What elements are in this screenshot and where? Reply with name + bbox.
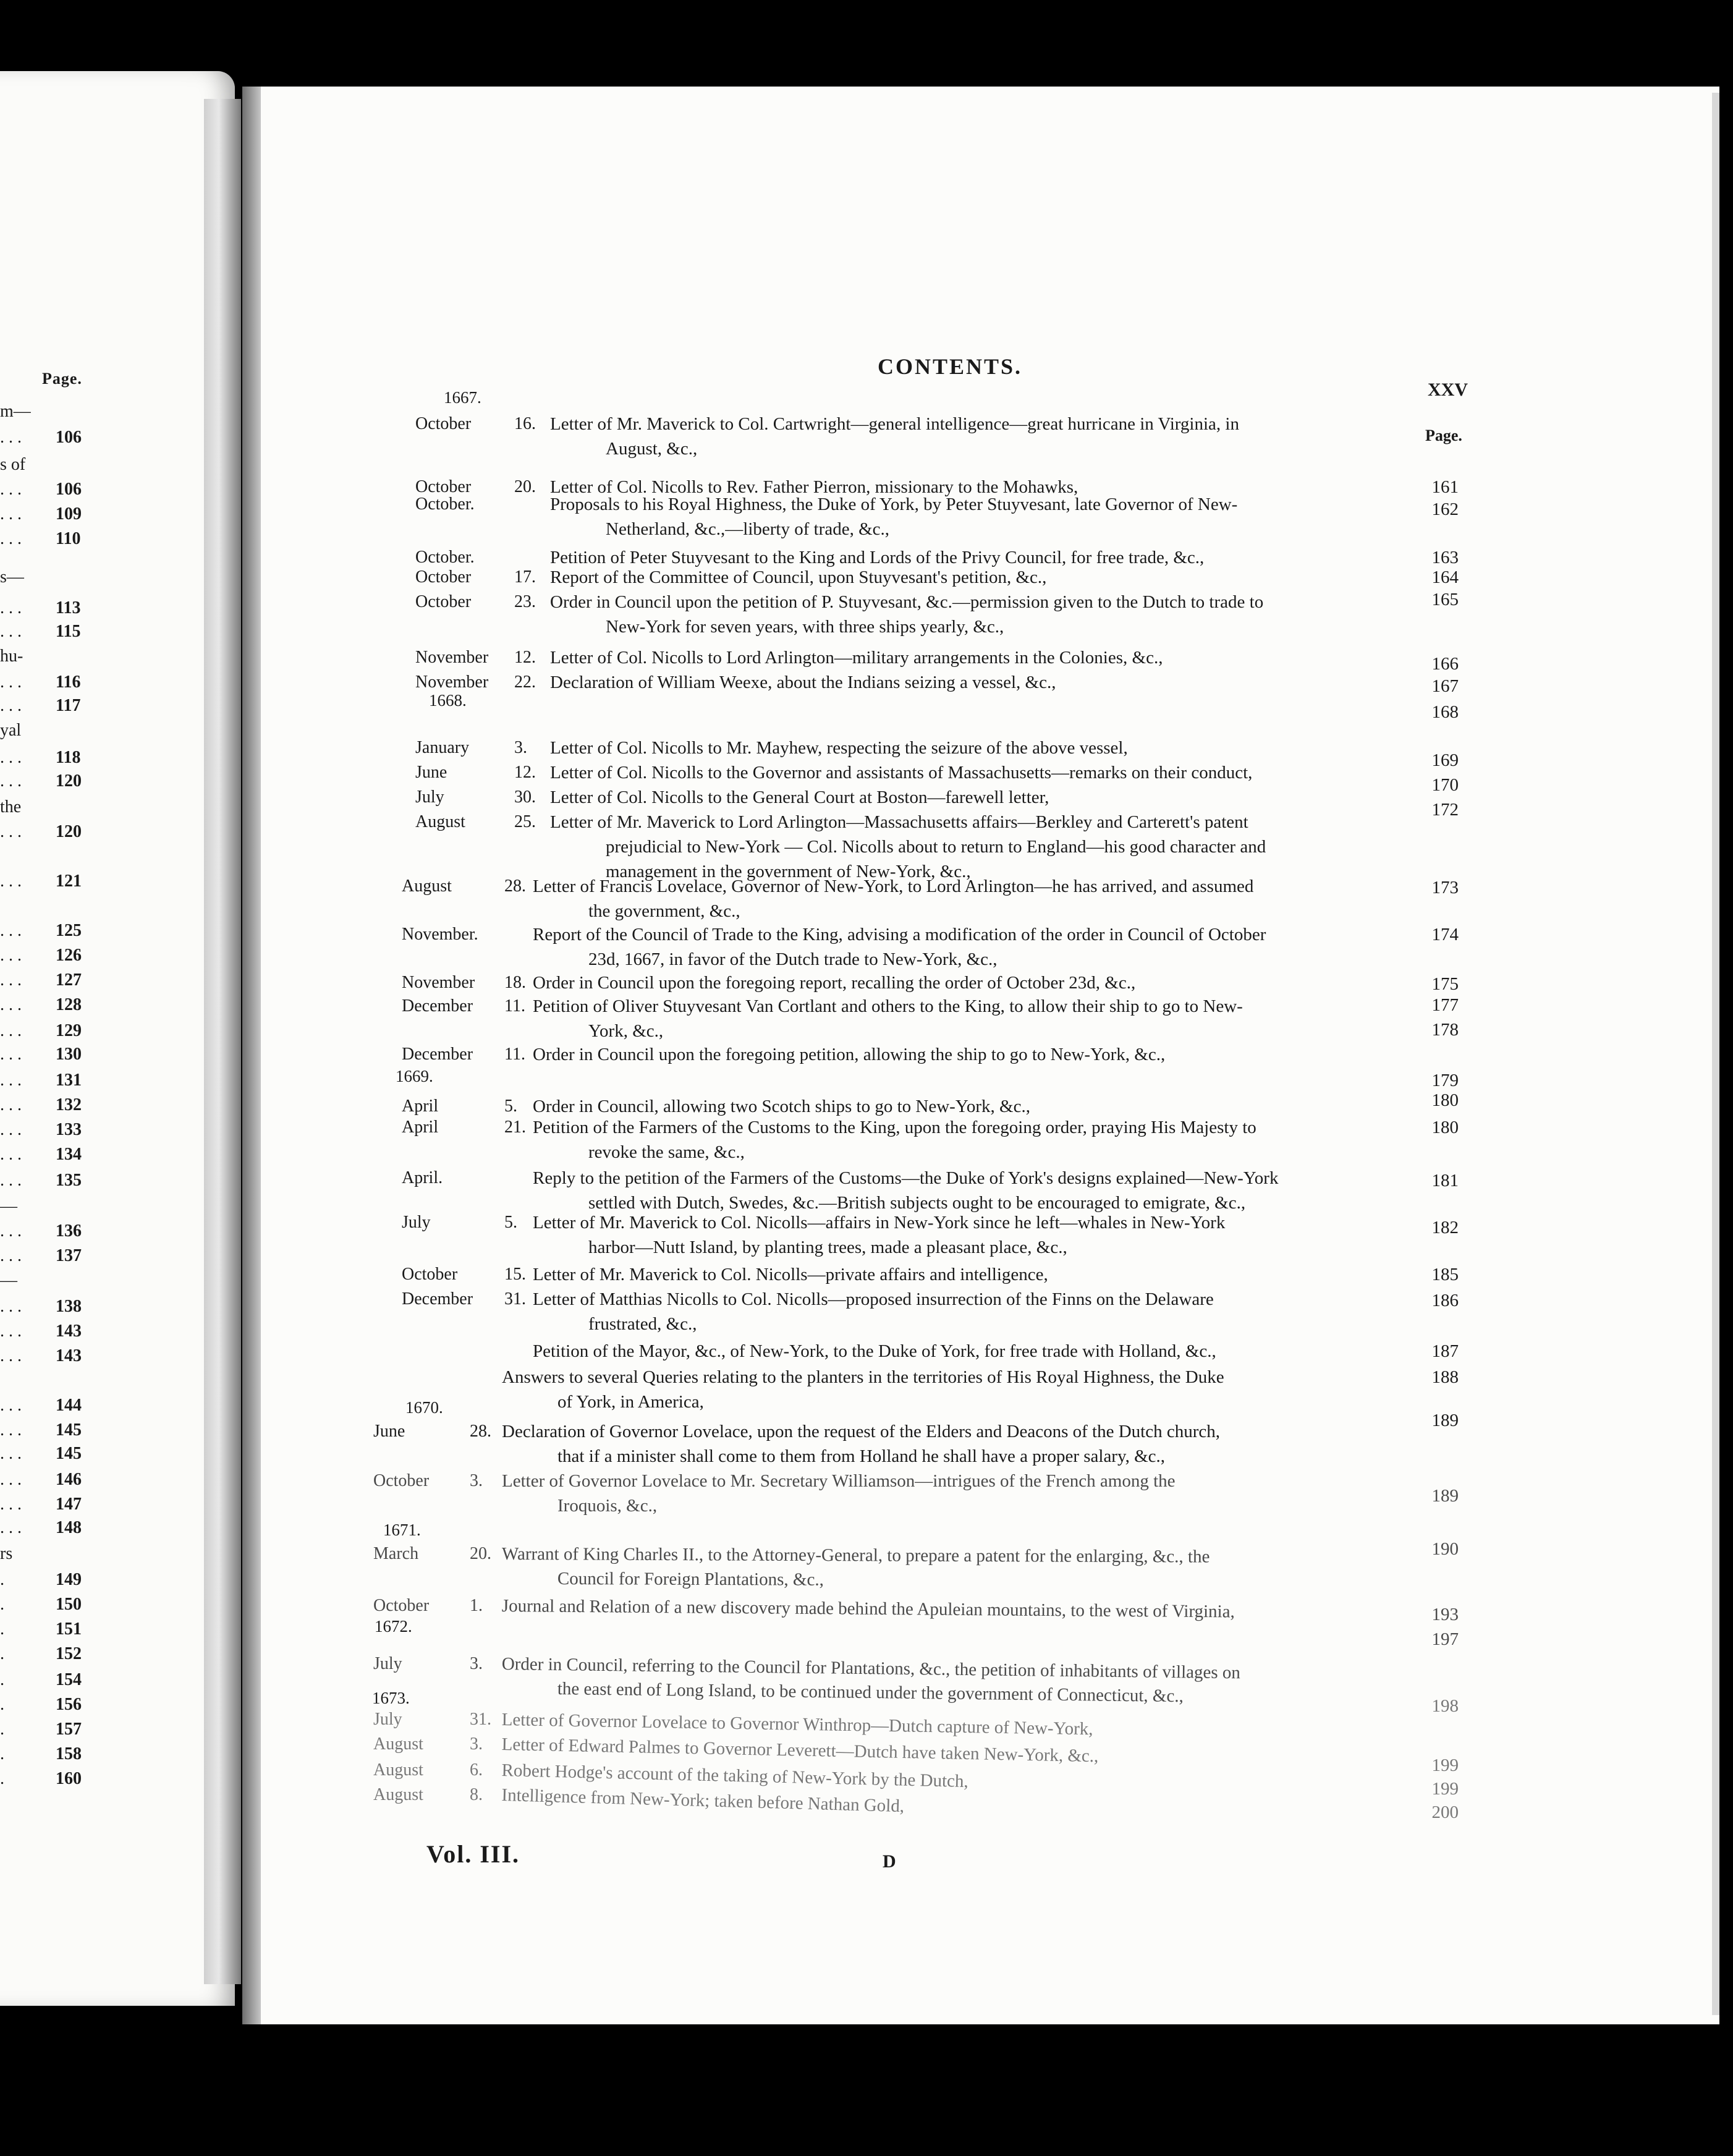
entry-page-number: 185	[1431, 1265, 1459, 1284]
entry-text-line: Robert Hodge's account of the taking of New-York by the Dutch,	[501, 1760, 969, 1792]
entry-page-number: 161	[1431, 477, 1459, 497]
entry-page-number: 190	[1431, 1539, 1459, 1559]
left-row-text: s—	[0, 567, 24, 587]
entry-page-number: 197	[1431, 1629, 1459, 1649]
entry-page-number: 181	[1431, 1171, 1459, 1190]
left-row-text: . . .	[0, 480, 22, 499]
entry-page-number: 164	[1431, 567, 1459, 587]
entry-day: 21.	[504, 1118, 526, 1137]
left-row-page-number: 138	[56, 1297, 82, 1316]
entry-date: October	[373, 1471, 430, 1490]
left-row-page-number: 106	[56, 480, 82, 499]
entry-day: 31.	[504, 1289, 526, 1309]
entry-text-line: Report of the Committee of Council, upon Stuyvesant's petition, &c.,	[550, 567, 1047, 587]
entry-text-line: August, &c.,	[606, 439, 698, 459]
entry-page-number: 173	[1431, 878, 1459, 898]
page-edge	[1712, 93, 1719, 2015]
entry-page-number: 162	[1431, 499, 1459, 519]
left-row-page-number: 131	[56, 1071, 82, 1090]
entry-text-line: Intelligence from New-York; taken before Nathan Gold,	[501, 1785, 905, 1817]
left-row-text: . . .	[0, 970, 22, 990]
left-row-page-number: 128	[56, 995, 82, 1014]
entry-page-number: 175	[1431, 974, 1459, 994]
entry-text-line: Iroquois, &c.,	[557, 1496, 658, 1516]
entry-day: 6.	[470, 1760, 483, 1780]
entry-text-line: the government, &c.,	[588, 901, 740, 921]
left-row-text: . . .	[0, 1495, 22, 1514]
left-row-text: .	[0, 1720, 4, 1739]
entry-page-number: 180	[1431, 1118, 1459, 1137]
entry-page-number: 167	[1431, 676, 1459, 696]
entry-day: 31.	[470, 1710, 491, 1729]
left-row-page-number: 117	[56, 696, 81, 715]
entry-date: August	[373, 1734, 423, 1754]
left-row-text: . . .	[0, 1396, 22, 1415]
left-row-page-number: 150	[56, 1595, 82, 1614]
left-row-text: .	[0, 1695, 4, 1714]
entry-text-line: Letter of Mr. Maverick to Col. Nicolls—private affairs and intelligence,	[533, 1265, 1048, 1284]
entry-text-line: frustrated, &c.,	[588, 1314, 697, 1334]
left-row-text: yal	[0, 721, 22, 740]
entry-text-line: management in the government of New-York, &c.,	[606, 862, 971, 881]
entry-date: December	[402, 1289, 473, 1309]
entry-date: June	[415, 763, 447, 782]
entry-date: March	[373, 1544, 419, 1563]
entry-date: October	[415, 477, 472, 496]
entry-text-line: prejudicial to New-York — Col. Nicolls about to return to England—his good character and	[606, 837, 1266, 857]
left-row-page-number: 143	[56, 1346, 82, 1365]
left-row-text: . . .	[0, 1145, 22, 1164]
entry-text-line: Petition of Oliver Stuyvesant Van Cortlant and others to the King, to allow their ship to go to New-	[533, 996, 1243, 1016]
entry-page-number: 193	[1431, 1605, 1459, 1624]
entry-page-number: 189	[1431, 1411, 1459, 1430]
left-row-text: the	[0, 797, 22, 817]
entry-text-line: Report of the Council of Trade to the King, advising a modification of the order in Council of October	[533, 925, 1266, 944]
entry-date: November.	[402, 925, 478, 944]
entry-date: October.	[415, 548, 475, 567]
entry-text-line: Letter of Mr. Maverick to Lord Arlington—Massachusetts affairs—Berkley and Carterett's patent	[550, 812, 1248, 832]
entry-text-line: York, &c.,	[588, 1021, 664, 1041]
entry-date: June	[373, 1422, 405, 1441]
entry-text-line: Declaration of William Weexe, about the Indians seizing a vessel, &c.,	[550, 673, 1056, 692]
entry-day: 11.	[504, 1045, 525, 1064]
entry-date: August	[373, 1785, 423, 1804]
entry-date: July	[402, 1213, 431, 1232]
left-row-page-number: 133	[56, 1120, 82, 1139]
left-row-page-number: 151	[56, 1619, 82, 1639]
entry-text-line: 23d, 1667, in favor of the Dutch trade to New-York, &c.,	[588, 949, 998, 969]
left-row-text: . . .	[0, 598, 22, 618]
entry-day: 17.	[514, 567, 536, 587]
entry-text-line: Letter of Mr. Maverick to Col. Nicolls—affairs in New-York since he left—whales in New-York	[533, 1213, 1226, 1233]
left-row-text: . . .	[0, 1322, 22, 1341]
left-row-text: .	[0, 1595, 4, 1614]
entry-day: 20.	[514, 477, 536, 496]
left-row-page-number: 158	[56, 1744, 82, 1763]
entry-day: 5.	[504, 1097, 517, 1116]
entry-day: 11.	[504, 996, 525, 1016]
left-row-page-number: 148	[56, 1518, 82, 1537]
entry-text-line: Letter of Francis Lovelace, Governor of New-York, to Lord Arlington—he has arrived, and assumed	[533, 876, 1254, 896]
entry-text-line: revoke the same, &c.,	[588, 1142, 745, 1162]
entry-day: 22.	[514, 673, 536, 692]
entry-page-number: 168	[1431, 702, 1459, 722]
left-row-text: . . .	[0, 822, 22, 841]
entry-date: January	[415, 738, 470, 757]
left-row-text: . . .	[0, 622, 22, 641]
entry-text-line: Council for Foreign Plantations, &c.,	[557, 1569, 824, 1590]
left-page-gutter	[204, 99, 241, 1984]
left-row-text: . . .	[0, 1021, 22, 1040]
left-row-page-number: 125	[56, 921, 82, 940]
page-column-heading: Page.	[1425, 427, 1462, 444]
entry-date: October	[415, 567, 472, 587]
entry-day: 15.	[504, 1265, 526, 1284]
left-row-text: . . .	[0, 696, 22, 715]
left-row-page-number: 129	[56, 1021, 82, 1040]
left-row-page-number: 121	[56, 872, 82, 891]
left-row-text: —	[0, 1271, 17, 1290]
entry-text-line: Warrant of King Charles II., to the Attorney-General, to prepare a patent for the enlarging, &c., the	[501, 1544, 1210, 1567]
year-heading: 1669.	[396, 1067, 433, 1085]
left-row-text: .	[0, 1769, 4, 1788]
entry-page-number: 187	[1431, 1341, 1459, 1361]
left-row-page-number: 137	[56, 1246, 82, 1265]
entry-page-number: 179	[1431, 1071, 1459, 1090]
left-row-page-number: 127	[56, 970, 82, 990]
entry-day: 16.	[514, 414, 536, 433]
page-number: XXV	[1428, 380, 1468, 400]
entry-day: 3.	[514, 738, 527, 757]
signature-mark: D	[883, 1851, 896, 1872]
entry-page-number: 188	[1431, 1367, 1459, 1387]
left-row-text: .	[0, 1619, 4, 1639]
entry-date: April	[402, 1097, 439, 1116]
left-row-text: .	[0, 1644, 4, 1663]
left-row-text: hu-	[0, 647, 23, 666]
entry-text-line: Letter of Matthias Nicolls to Col. Nicolls—proposed insurrection of the Finns on the Delaware	[533, 1289, 1214, 1309]
left-row-text: . . .	[0, 748, 22, 767]
entry-text-line: Proposals to his Royal Highness, the Duke of York, by Peter Stuyvesant, late Governor of New-	[550, 494, 1238, 514]
year-heading: 1668.	[429, 691, 467, 710]
entry-text-line: Reply to the petition of the Farmers of the Customs—the Duke of York's designs explained—New-York	[533, 1168, 1279, 1188]
entry-date: August	[415, 812, 465, 831]
entry-page-number: 169	[1431, 750, 1459, 770]
entry-text-line: Order in Council, referring to the Council for Plantations, &c., the petition of inhabitants of villages on	[501, 1654, 1241, 1683]
left-row-page-number: 145	[56, 1420, 82, 1440]
left-row-page-number: 143	[56, 1322, 82, 1341]
entry-date: December	[402, 996, 473, 1016]
left-row-page-number: 156	[56, 1695, 82, 1714]
entry-page-number: 178	[1431, 1020, 1459, 1040]
entry-text-line: Journal and Relation of a new discovery made behind the Apuleian mountains, to the west of Virginia,	[501, 1596, 1235, 1622]
entry-text-line: Letter of Governor Lovelace to Mr. Secretary Williamson—intrigues of the French among the	[502, 1471, 1176, 1491]
entry-date: July	[415, 787, 444, 807]
left-row-page-number: 109	[56, 504, 82, 524]
entry-text-line: Petition of the Farmers of the Customs to the King, upon the foregoing order, praying His Majesty to	[533, 1118, 1256, 1137]
left-row-page-number: 120	[56, 822, 82, 841]
entry-text-line: Letter of Col. Nicolls to the Governor and assistants of Massachusetts—remarks on their conduct,	[550, 763, 1253, 783]
entry-day: 28.	[504, 876, 526, 896]
left-row-text: .	[0, 1670, 4, 1689]
entry-date: April	[402, 1118, 439, 1137]
left-row-text: . . .	[0, 1346, 22, 1365]
entry-page-number: 198	[1431, 1696, 1459, 1716]
entry-day: 3.	[470, 1654, 483, 1673]
entry-day: 23.	[514, 592, 536, 611]
entry-text-line: harbor—Nutt Island, by planting trees, made a pleasant place, &c.,	[588, 1237, 1067, 1257]
left-row-page-number: 132	[56, 1095, 82, 1114]
entry-date: November	[415, 648, 489, 667]
left-row-text: . . .	[0, 921, 22, 940]
entry-day: 12.	[514, 763, 536, 782]
left-row-page-number: 152	[56, 1644, 82, 1663]
entry-page-number: 163	[1431, 548, 1459, 567]
left-row-text: . . .	[0, 872, 22, 891]
left-row-text: . . .	[0, 504, 22, 524]
left-row-text: . . .	[0, 1221, 22, 1241]
left-row-text: . . .	[0, 428, 22, 447]
left-row-page-number: 136	[56, 1221, 82, 1241]
entry-date: October	[402, 1265, 458, 1284]
entry-day: 1.	[470, 1596, 483, 1615]
entry-text-line: Order in Council upon the foregoing petition, allowing the ship to go to New-York, &c.,	[533, 1045, 1166, 1064]
entry-text-line: Letter of Col. Nicolls to Rev. Father Pierron, missionary to the Mohawks,	[550, 477, 1078, 497]
page-title: CONTENTS.	[878, 354, 1023, 379]
volume-label: Vol. III.	[426, 1840, 520, 1868]
entry-page-number: 200	[1431, 1802, 1459, 1822]
entry-day: 3.	[470, 1734, 483, 1754]
left-row-text: . . .	[0, 1444, 22, 1463]
entry-date: August	[373, 1760, 423, 1780]
year-heading: 1672.	[375, 1617, 412, 1636]
left-row-page-number: 154	[56, 1670, 82, 1689]
left-row-page-number: 110	[56, 529, 81, 548]
left-row-text: —	[0, 1197, 17, 1216]
left-row-text: s of	[0, 455, 26, 474]
entry-text-line: Order in Council, allowing two Scotch ships to go to New-York, &c.,	[533, 1097, 1030, 1116]
left-row-text: . . .	[0, 673, 22, 692]
left-row-text: . . .	[0, 1246, 22, 1265]
year-heading: 1671.	[383, 1521, 421, 1539]
left-row-page-number: 145	[56, 1444, 82, 1463]
entry-text-line: of York, in America,	[557, 1392, 704, 1412]
left-row-text: .	[0, 1570, 4, 1589]
left-page	[0, 71, 235, 2006]
entry-day: 3.	[470, 1471, 483, 1490]
book-spine	[242, 87, 261, 2024]
left-row-page-number: 126	[56, 946, 82, 965]
entry-page-number: 170	[1431, 775, 1459, 795]
entry-day: 12.	[514, 648, 536, 667]
year-heading: 1670.	[405, 1398, 443, 1417]
entry-text-line: New-York for seven years, with three ships yearly, &c.,	[606, 617, 1004, 637]
left-row-text: rs	[0, 1544, 13, 1563]
left-row-text: . . .	[0, 1171, 22, 1190]
entry-date: December	[402, 1045, 473, 1064]
entry-date: July	[373, 1710, 402, 1729]
left-row-page-number: 113	[56, 598, 81, 618]
entry-page-number: 186	[1431, 1291, 1459, 1310]
entry-date: October	[415, 414, 472, 433]
year-heading: 1673.	[372, 1689, 410, 1707]
entry-page-number: 180	[1431, 1090, 1459, 1110]
left-row-text: . . .	[0, 1420, 22, 1440]
entry-page-number: 177	[1431, 995, 1459, 1015]
entry-page-number: 166	[1431, 654, 1459, 674]
entry-text-line: Answers to several Queries relating to the planters in the territories of His Royal Highness, the Duke	[502, 1367, 1224, 1387]
entry-text-line: Letter of Col. Nicolls to Lord Arlington—military arrangements in the Colonies, &c.,	[550, 648, 1163, 668]
left-row-text: . . .	[0, 771, 22, 791]
entry-date: July	[373, 1654, 402, 1673]
left-row-page-number: 118	[56, 748, 81, 767]
left-row-page-number: 106	[56, 428, 82, 447]
entry-day: 20.	[470, 1544, 491, 1563]
entry-page-number: 189	[1431, 1486, 1459, 1506]
left-row-text: . . .	[0, 1518, 22, 1537]
entry-day: 28.	[470, 1422, 491, 1441]
entry-date: November	[415, 673, 489, 692]
left-row-text: . . .	[0, 1470, 22, 1489]
entry-text-line: Letter of Col. Nicolls to Mr. Mayhew, respecting the seizure of the above vessel,	[550, 738, 1128, 758]
left-page-column-heading: Page.	[42, 370, 82, 388]
left-row-page-number: 134	[56, 1145, 82, 1164]
left-row-page-number: 146	[56, 1470, 82, 1489]
entry-date: August	[402, 876, 452, 896]
entry-text-line: Letter of Edward Palmes to Governor Leverett—Dutch have taken New-York, &c.,	[501, 1734, 1099, 1767]
entry-text-line: Letter of Col. Nicolls to the General Court at Boston—farewell letter,	[550, 787, 1049, 807]
entry-text-line: Petition of the Mayor, &c., of New-York, to the Duke of York, for free trade with Holland, &c.,	[533, 1341, 1216, 1361]
entry-page-number: 199	[1431, 1779, 1459, 1799]
entry-day: 30.	[514, 787, 536, 807]
left-row-page-number: 116	[56, 673, 81, 692]
year-heading: 1667.	[444, 388, 481, 407]
entry-day: 25.	[514, 812, 536, 831]
entry-date: November	[402, 973, 475, 992]
left-row-text: .	[0, 1744, 4, 1763]
left-row-page-number: 135	[56, 1171, 82, 1190]
entry-date: October	[415, 592, 472, 611]
entry-date: April.	[402, 1168, 443, 1187]
entry-text-line: Netherland, &c.,—liberty of trade, &c.,	[606, 519, 890, 539]
entry-date: October.	[415, 494, 475, 514]
left-row-page-number: 157	[56, 1720, 82, 1739]
entry-page-number: 172	[1431, 800, 1459, 820]
left-row-text: . . .	[0, 1095, 22, 1114]
left-row-text: m—	[0, 402, 31, 421]
entry-text-line: that if a minister shall come to them from Holland he shall have a proper salary, &c.,	[557, 1446, 1166, 1466]
entry-text-line: Letter of Governor Lovelace to Governor Winthrop—Dutch capture of New-York,	[501, 1710, 1093, 1739]
entry-day: 18.	[504, 973, 526, 992]
entry-page-number: 165	[1431, 590, 1459, 609]
entry-text-line: Declaration of Governor Lovelace, upon the request of the Elders and Deacons of the Dutch church,	[502, 1422, 1220, 1441]
entry-page-number: 199	[1431, 1755, 1459, 1775]
left-row-text: . . .	[0, 1297, 22, 1316]
left-row-page-number: 130	[56, 1045, 82, 1064]
left-row-text: . . .	[0, 529, 22, 548]
entry-text-line: Order in Council upon the foregoing report, recalling the order of October 23d, &c.,	[533, 973, 1136, 993]
entry-text-line: Order in Council upon the petition of P. Stuyvesant, &c.—permission given to the Dutch to trade to	[550, 592, 1264, 612]
entry-text-line: Petition of Peter Stuyvesant to the King and Lords of the Privy Council, for free trade, &c.,	[550, 548, 1205, 567]
left-row-page-number: 149	[56, 1570, 82, 1589]
left-row-page-number: 115	[56, 622, 81, 641]
entry-page-number: 182	[1431, 1218, 1459, 1237]
left-row-page-number: 160	[56, 1769, 82, 1788]
entry-day: 5.	[504, 1213, 517, 1232]
left-row-text: . . .	[0, 1120, 22, 1139]
left-row-text: . . .	[0, 1071, 22, 1090]
entry-text-line: the east end of Long Island, to be continued under the government of Connecticut, &c.,	[557, 1679, 1184, 1707]
entry-day: 8.	[470, 1785, 483, 1804]
entry-text-line: Letter of Mr. Maverick to Col. Cartwright—general intelligence—great hurricane in Virginia, in	[550, 414, 1239, 434]
left-row-text: . . .	[0, 995, 22, 1014]
left-row-page-number: 144	[56, 1396, 82, 1415]
entry-text-line: settled with Dutch, Swedes, &c.—British subjects ought to be encouraged to emigrate, &c.,	[588, 1193, 1246, 1213]
left-row-text: . . .	[0, 946, 22, 965]
entry-date: October	[373, 1596, 430, 1615]
entry-page-number: 174	[1431, 925, 1459, 944]
left-row-text: . . .	[0, 1045, 22, 1064]
left-row-page-number: 120	[56, 771, 82, 791]
left-row-page-number: 147	[56, 1495, 82, 1514]
